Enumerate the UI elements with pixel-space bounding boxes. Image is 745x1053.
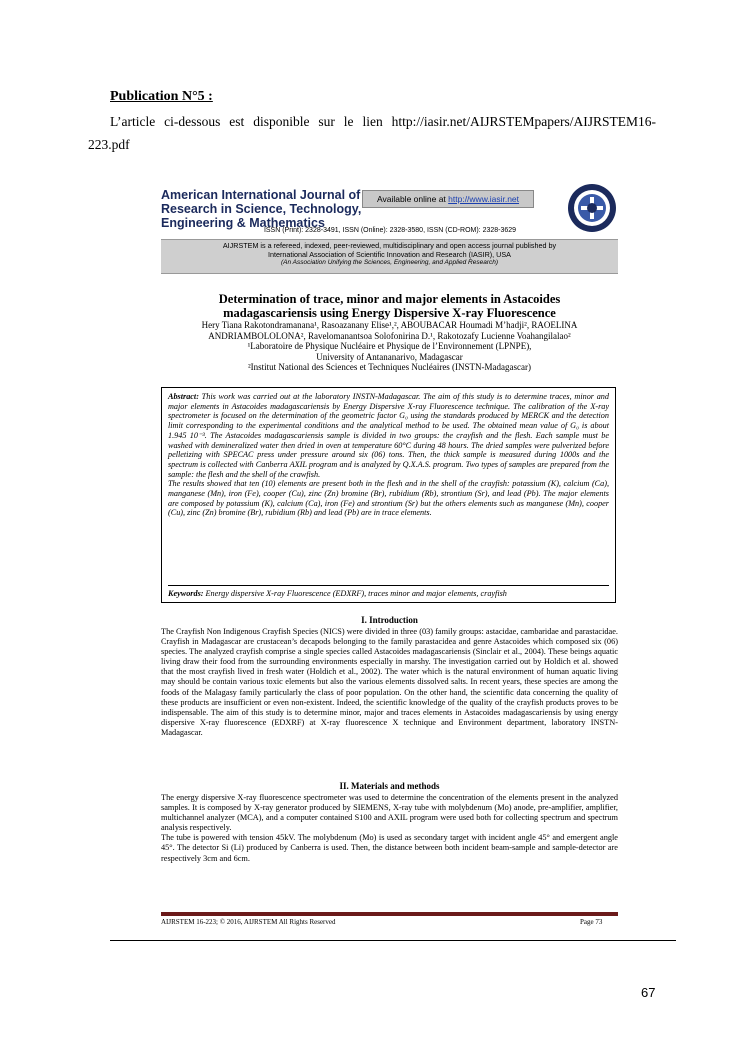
methods-para2: The tube is powered with tension 45kV. The molybdenum (Mo) is used as secondary target with incident angle 45° and emergent angle 45°. The detector Si (Li) produced by Canberra is used. Then, the distance between both incident beam-sample and sample-detector are respectively 3cm and 6cm.	[161, 833, 618, 863]
available-online-box	[362, 190, 534, 208]
journal-description-band	[161, 239, 618, 274]
introduction-body	[161, 627, 618, 738]
journal-name-line1: American International Journal of	[161, 188, 361, 202]
band-line3: (An Association Unifying the Sciences, Engineering, and Applied Research)	[280, 259, 499, 266]
footer-page: Page 73	[580, 918, 603, 926]
introduction-heading: I. Introduction	[361, 615, 418, 625]
keywords-text: Energy dispersive X-ray Fluorescence (EDXRF), traces minor and major elements, crayfish	[203, 589, 507, 598]
available-label: Available online at	[376, 194, 449, 204]
article-title	[161, 292, 618, 320]
article-title-line2: madagascariensis using Energy Dispersive X-ray Fluorescence	[223, 306, 556, 320]
methods-heading: II. Materials and methods	[339, 781, 440, 791]
article-title-line1: Determination of trace, minor and major elements in Astacoides	[218, 292, 561, 306]
authors-line2: ANDRIAMBOLOLONA², Ravelomanantsoa Solofonirina D.¹, Rakotozafy Lucienne Voahangilalao²	[208, 330, 571, 341]
methods-body	[161, 793, 618, 864]
abstract-box	[161, 387, 616, 603]
affiliation-line2: University of Antananarivo, Madagascar	[316, 351, 463, 362]
abstract-label: Abstract:	[168, 392, 199, 401]
issn-line: ISSN (Print): 2328-3491, ISSN (Online): 2328-3580, ISSN (CD-ROM): 2328-3629	[263, 227, 517, 234]
intro-text-line1: L’article ci-dessous est disponible sur le lien http://iasir.net/AIJRSTEMpapers/AIJRSTEM16-	[110, 114, 656, 129]
iasir-seal-icon	[567, 183, 617, 233]
band-line1: AIJRSTEM is a refereed, indexed, peer-reviewed, multidisciplinary and open access journal published by	[222, 241, 557, 250]
affiliation-line1: ¹Laboratoire de Physique Nucléaire et Physique de l’Environnement (LPNPE),	[247, 341, 532, 351]
affiliation-line3: ²Institut National des Sciences et Techniques Nucléaires (INSTN-Madagascar)	[247, 362, 532, 372]
page-number: 67	[641, 985, 656, 1000]
keywords-label: Keywords:	[168, 589, 204, 598]
band-line2: International Association of Scientific Innovation and Research (IASIR), USA	[268, 249, 511, 259]
methods-para1: The energy dispersive X-ray fluorescence spectrometer was used to determine the concentration of the elements present in the analyzed samples. It is composed by X-ray generator produced by SIEMENS, X-ray tube with molybdenum (Mo) anode, pre-amplifier, amplifier, multichannel analyzer (MCA), and a computer contained S100 and AXIL program were used both for collecting spectrum and spectrum analysis respectively.	[161, 793, 618, 833]
keywords-line	[168, 585, 609, 598]
abstract-para2: The results showed that ten (10) elements are present both in the flesh and in the shell of the crayfish: potassium (K), calcium (Ca), manganese (Mn), iron (Fe), cooper (Cu), zinc (Zn) bromine (Br), rubidium (Rb), strontium (Sr), and lead (Pb). The major elements are composed by potassium (K), calcium (Ca), iron (Fe) and strontium (Sr) but the others elements such as manganese (Mn), cooper (Cu), zinc (Zn) bromine (Br), rubidium (Rb) and lead (Pb) are in trace elements.	[168, 479, 609, 518]
publication-heading: Publication N°5 :	[110, 89, 213, 104]
authors-line1: Hery Tiana Rakotondramanana¹, Rasoazanany Elise¹,², ABOUBACAR Houmadi M’hadji², RAOELINA	[201, 320, 578, 330]
abstract-para1: This work was carried out at the laboratory INSTN-Madagascar. The aim of this study is to determine traces, minor and major elements in Astacoides madagascariensis by Energy Dispersive X-ray Fluorescence technique. The calibration of the X-ray spectrometer is focused on the determination of the geometric factor G₀ using the standards produced by MERCK and the detection limit corresponding to the experimental conditions and the analytical method to be used. The obtained mean value of G₀ is about 1.945 10⁻³. The Astacoides madagascariensis sample is divided in two groups: the crayfish and the flesh. Each sample must be washed with demineralized water then dried in oven at temperature 60°C during 48 hours. The dried samples were pulverized before pelletizing with SPECAC press under pressure around six (06) tons. Then, the thick sample is measured during 1000s and the spectrum is collected with Canberra AXIL program and is analyzed by Q.X.A.S. program. Two types of samples are prepared from the sample: the flesh and the shell of the crawfish.	[168, 392, 609, 479]
journal-website-link[interactable]: http://www.iasir.net	[448, 194, 520, 204]
intro-text-line2: 223.pdf	[88, 137, 130, 152]
footer-copyright: AIJRSTEM 16-223; © 2016, AIJRSTEM All Rights Reserved	[161, 918, 336, 926]
footer-bar	[161, 912, 618, 916]
journal-name-line3: Engineering & Mathematics	[161, 216, 325, 230]
journal-name-line2: Research in Science, Technology,	[161, 202, 362, 216]
page-divider	[110, 940, 676, 941]
introduction-text: The Crayfish Non Indigenous Crayfish Species (NICS) were divided in three (03) family groups: astacidae, cambaridae and parastacidae. Crayfish in Madagascar are crustacean’s decapods belonging to the family parastacidea and genre Astacoides which composed six (06) species. The analyzed crayfish comprise a single species called Astacoides madagascariensis (Sinclair et al., 2004). These beings aquatic living draw their food from the surrounding environments especially in marshy. The investigation carried out by Holdich et al. showed that the most crayfish lived in fresh water (Holdich et al., 2002). The water which is the natural environment of human aquatic living may should be contain various toxic elements but also the various elements dissolved salts. In recent years, these species are among the foods of the Malagasy family particularly the class of poor population. On the other hand, the scientific data concerning the quality of these products are insufficient or even non-existent. Indeed, the scientific knowledge of the quality of the crayfish products proves to be indispensable. The aim of this study is to determine minor, major and traces elements in Astacoides madagascariensis by using energy dispersive X-ray fluorescence (EDXRF) at X-ray fluorescence X technique and Environment department, laboratory INSTN-Madagascar.	[161, 627, 618, 737]
abstract-text	[168, 392, 609, 518]
article-authors	[161, 320, 618, 373]
